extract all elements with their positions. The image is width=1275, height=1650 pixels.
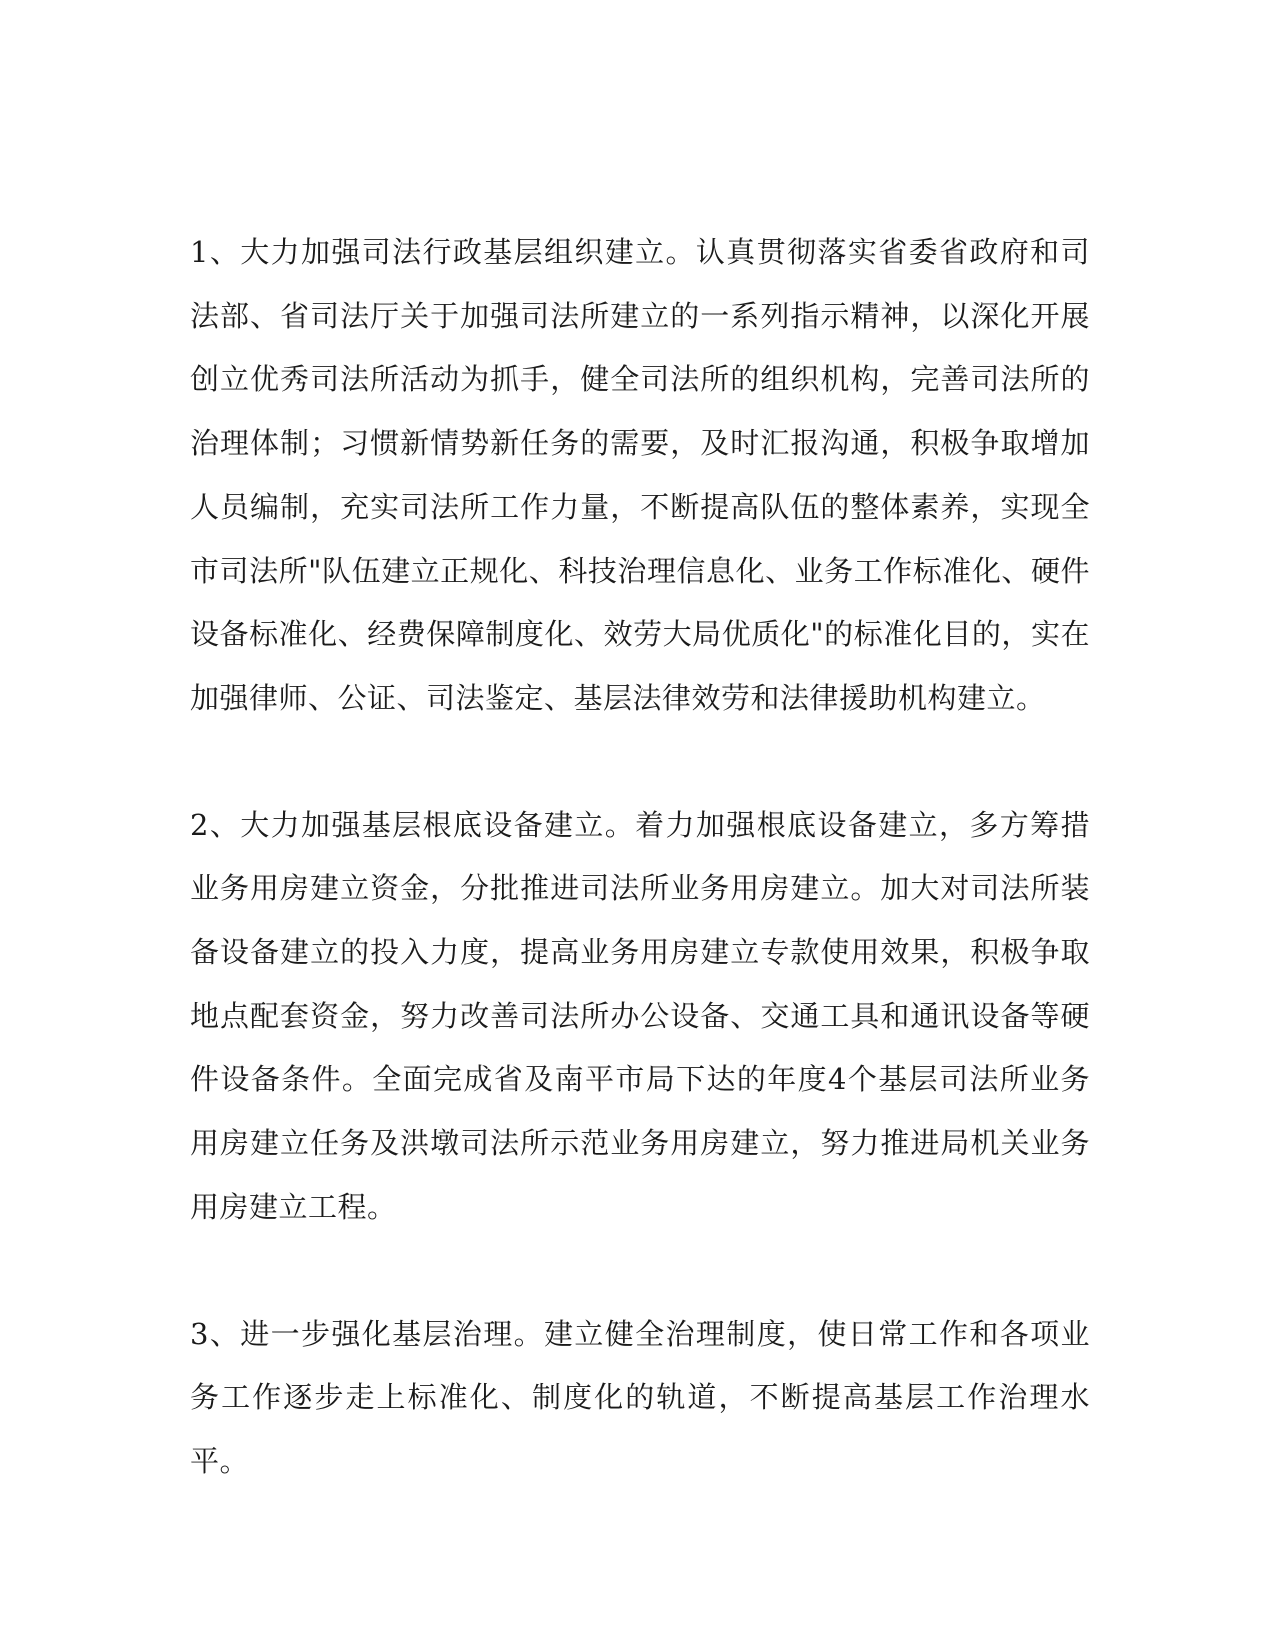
paragraph-3: 3、进一步强化基层治理。建立健全治理制度，使日常工作和各项业务工作逐步走上标准化、制度化的轨道，不断提高基层工作治理水平。: [190, 1316, 1090, 1478]
paragraph-1: 1、大力加强司法行政基层组织建立。认真贯彻落实省委省政府和司法部、省司法厅关于加强司法所建立的一系列指示精神，以深化开展创立优秀司法所活动为抓手，健全司法所的组织机构，完善司法所的治理体制；习惯新情势新任务的需要，及时汇报沟通，积极争取增加人员编制，充实司法所工作力量，不断提高队伍的整体素养，实现全市司法所"队伍建立正规化、科技治理信息化、业务工作标准化、硬件设备标准化、经费保障制度化、效劳大局优质化"的标准化目的，实在加强律师、公证、司法鉴定、基层法律效劳和法律援助机构建立。: [190, 235, 1090, 715]
paragraph-2: 2、大力加强基层根底设备建立。着力加强根底设备建立，多方筹措业务用房建立资金，分批推进司法所业务用房建立。加大对司法所装备设备建立的投入力度，提高业务用房建立专款使用效果，积极争取地点配套资金，努力改善司法所办公设备、交通工具和通讯设备等硬件设备条件。全面完成省及南平市局下达的年度4个基层司法所业务用房建立任务及洪墩司法所示范业务用房建立，努力推进局机关业务用房建立工程。: [190, 807, 1090, 1224]
document-body: [190, 221, 1090, 1494]
